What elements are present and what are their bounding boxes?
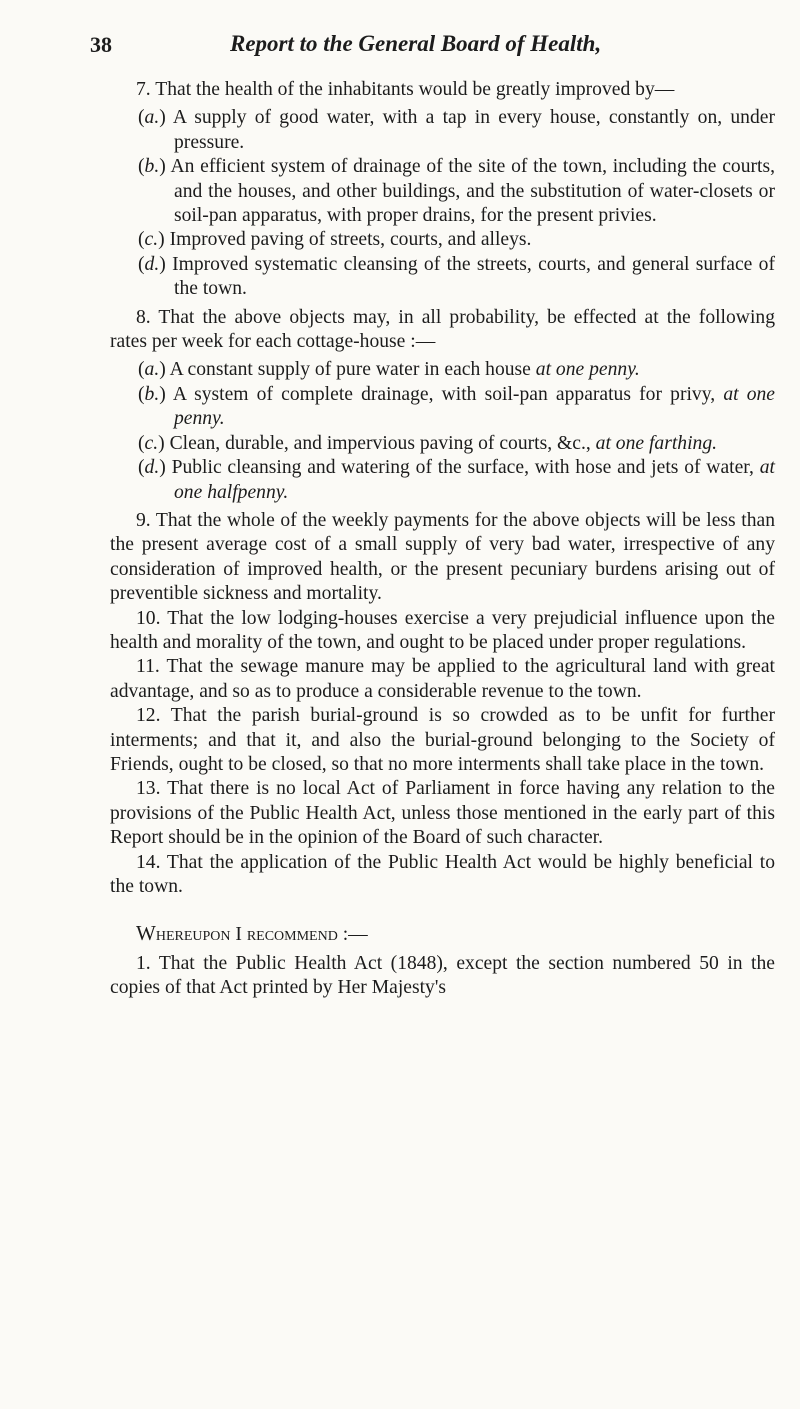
item-7d: (d.) Improved systematic cleansing of the streets, courts, and general surface of the town. xyxy=(138,253,775,300)
item-8c-text: Clean, durable, and impervious paving of courts, &c., xyxy=(169,432,591,454)
item-7c-letter: c. xyxy=(144,229,159,251)
recommend-initial: W xyxy=(136,921,156,946)
item-7c: (c.) Improved paving of streets, courts, and alleys. xyxy=(138,229,532,251)
item-8b: (b.) A system of complete drainage, with soil-pan apparatus for privy, at one penny. xyxy=(138,383,776,430)
item-8d-cost: at one halfpenny. xyxy=(174,457,775,503)
document-body xyxy=(110,78,775,1001)
item-14: 14. That the application of the Public Health Act would be highly beneficial to the town. xyxy=(110,851,775,897)
recommend-rest: hereupon I recommend :— xyxy=(155,924,368,946)
item-8-lead: 8. That the above objects may, in all probability, be effected at the following rates per week for each cottage-house :— xyxy=(110,306,775,353)
item-8a-cost: at one penny. xyxy=(535,359,640,381)
item-10: 10. That the low lodging-houses exercise a very prejudicial influence upon the health and morality of the town, and ought to be placed under proper regulations. xyxy=(110,607,775,653)
item-8d-text: Public cleansing and watering of the surface, with hose and jets of water, xyxy=(171,457,754,479)
item-7b-letter: b. xyxy=(144,156,160,178)
page-number: 38 xyxy=(90,32,112,57)
item-8a-letter: a. xyxy=(144,359,160,381)
recommend-heading xyxy=(110,921,775,947)
item-8c: (c.) Clean, durable, and impervious paving of courts, &c., at one farthing. xyxy=(138,432,718,454)
item-8b-letter: b. xyxy=(144,383,160,405)
item-7d-text: Improved systematic cleansing of the streets, courts, and general surface of the town. xyxy=(172,253,775,300)
recommendation-1: 1. That the Public Health Act (1848), except the section numbered 50 in the copies of that Act printed by Her Majesty's xyxy=(110,952,775,999)
item-9: 9. That the whole of the weekly payments for the above objects will be less than the present average cost of a small supply of very bad water, irrespective of any consideration of improved health, or the present pecuniary burdens arising out of preventible sickness and mortality. xyxy=(110,509,775,605)
item-8d: (d.) Public cleansing and watering of the surface, with hose and jets of water, at one halfpenny. xyxy=(138,457,775,503)
item-13: 13. That there is no local Act of Parliament in force having any relation to the provisions of the Public Health Act, unless those mentioned in the early part of this Report should be in the opinion of the Board of such character. xyxy=(110,778,775,849)
item-8b-cost: at one penny. xyxy=(174,383,776,430)
item-7b-text: An efficient system of drainage of the site of the town, including the courts, and the houses, and other buildings, and the substitution of water-closets or soil-pan apparatus, with proper drains, for the present privies. xyxy=(170,156,775,227)
item-7a: (a.) A supply of good water, with a tap in every house, constantly on, under pressure. xyxy=(138,107,775,153)
item-7a-text: A supply of good water, with a tap in every house, constantly on, under pressure. xyxy=(172,107,775,153)
item-12: 12. That the parish burial-ground is so crowded as to be unfit for further interments; and that it, and also the burial-ground belonging to the Society of Friends, ought to be closed, so that no more interments shall take place in the town. xyxy=(110,705,775,775)
item-7-lead: 7. That the health of the inhabitants would be greatly improved by— xyxy=(136,79,675,100)
item-7d-letter: d. xyxy=(144,253,160,275)
item-7b: (b.) An efficient system of drainage of the site of the town, including the courts, and the houses, and other buildings, and the substitution of water-closets or soil-pan apparatus, with proper drains, for the present privies. xyxy=(138,156,775,227)
page-header xyxy=(90,14,730,57)
item-8b-text: A system of complete drainage, with soil-pan apparatus for privy, xyxy=(172,383,716,405)
item-8a-text: A constant supply of pure water in each house xyxy=(169,359,531,381)
item-8c-letter: c. xyxy=(144,432,159,454)
item-7c-text: Improved paving of streets, courts, and alleys. xyxy=(169,229,532,251)
running-title: Report to the General Board of Health, xyxy=(230,31,602,56)
item-11: 11. That the sewage manure may be applied to the agricultural land with great advantage, and so as to produce a considerable revenue to the town. xyxy=(110,656,775,702)
item-8d-letter: d. xyxy=(144,457,160,479)
item-8a: (a.) A constant supply of pure water in each house at one penny. xyxy=(138,359,640,381)
item-7a-letter: a. xyxy=(144,107,160,129)
item-8c-cost: at one farthing. xyxy=(595,432,718,454)
